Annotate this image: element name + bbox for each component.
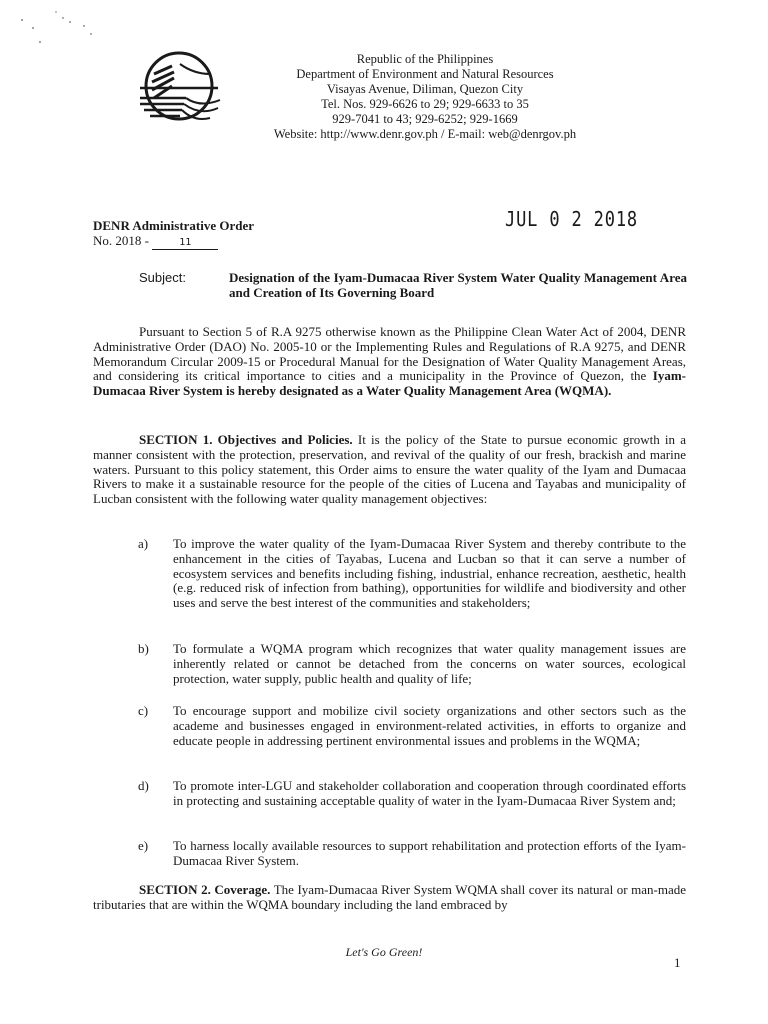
header-department: Department of Environment and Natural Resources	[296, 67, 554, 81]
list-item-text: To formulate a WQMA program which recognizes that water quality management issues are inherently related or cannot be detached from the concerns on water sources, ecological protection, water supply, public health and quality of life;	[173, 641, 686, 686]
date-stamp: JUL 0 2 2018	[505, 207, 639, 231]
order-number-block	[93, 218, 254, 250]
subject-label: Subject:	[139, 270, 186, 285]
section-2-text: The Iyam-Dumacaa River System WQMA shall cover its natural or man-made tributaries that are within the WQMA boundary including the land embraced by	[93, 882, 687, 912]
denr-logo-icon	[134, 44, 224, 134]
list-item-letter: e)	[138, 838, 149, 853]
section-1-heading: SECTION 1. Objectives and Policies.	[139, 432, 353, 447]
header-website: Website: http://www.denr.gov.ph / E-mail: web@denrgov.ph	[273, 127, 577, 141]
intro-paragraph	[93, 325, 686, 399]
order-number	[93, 233, 254, 250]
header-tel-1: Tel. Nos. 929-6626 to 29; 929-6633 to 35	[321, 97, 529, 111]
section-1-text: It is the policy of the State to pursue economic growth in a manner consistent with the protection, preservation, and revival of the quality of our fresh, brackish and marine waters. Pursuant to this policy statement, this Order aims to ensure the water quality of the Iyam and Dumacaa Rivers to make it a sustainable resource for the people of the cities of Lucena and Tayabas and municipality of Lucban consistent with the following water quality management objectives:	[93, 432, 686, 507]
list-item-letter: a)	[138, 536, 149, 551]
intro-designation: Iyam-Dumacaa River System is hereby designated as a Water Quality Management Area (WQMA).	[93, 368, 686, 399]
header-republic: Republic of the Philippines	[356, 52, 494, 66]
list-item-text: To harness locally available resources to support rehabilitation and protection efforts of the Iyam-Dumacaa River System.	[173, 838, 686, 868]
order-number-prefix: No. 2018 -	[93, 233, 149, 248]
section-2-heading: SECTION 2. Coverage.	[139, 882, 271, 897]
section-1-paragraph	[93, 433, 686, 507]
list-item-letter: b)	[138, 641, 149, 656]
intro-text: Pursuant to Section 5 of R.A 9275 otherwise known as the Philippine Clean Water Act of 2004, DENR Administrative Order (DAO) No. 2005-10 or the Implementing Rules and Regulations of R.A 9275, and DENR Memorandum Circular 2009-15 or Procedural Manual for the Designation of Water Quality Management Areas, and considering its critical importance to cities and a municipality in the Province of Quezon, the	[93, 324, 686, 384]
list-item-text: To promote inter-LGU and stakeholder collaboration and cooperation through coordinated efforts in protecting and sustaining acceptable quality of water in the Iyam-Dumacaa River System and;	[173, 778, 686, 808]
list-item-letter: c)	[138, 703, 149, 718]
section-2-paragraph	[93, 883, 686, 913]
order-title: DENR Administrative Order	[93, 218, 255, 233]
list-item-text: To encourage support and mobilize civil society organizations and other sectors such as the academe and businesses engaged in environment-related activities, in efforts to organize and educate people in addressing pertinent environmental issues and problems in the WQMA;	[173, 703, 686, 748]
letterhead	[230, 52, 620, 142]
subject-text: Designation of the Iyam-Dumacaa River System Water Quality Management Area and Creation of Its Governing Board	[229, 270, 687, 300]
list-item-text: To improve the water quality of the Iyam-Dumacaa River System and thereby contribute to the enhancement in the cities of Tayabas, Lucena and Lucban so that it can serve a number of ecosystem services and benefits including fishing, industrial, enhance recreation, aesthetic, health (e.g. reduced risk of infection from bathing), opportunities for wildlife and biodiversity and other uses and serve the best interest of the communities and stakeholders;	[173, 536, 686, 611]
list-item-letter: d)	[138, 778, 149, 793]
order-number-value: 11	[152, 237, 218, 250]
page-number: 1	[674, 955, 681, 970]
header-tel-2: 929-7041 to 43; 929-6252; 929-1669	[332, 112, 518, 126]
scan-specks	[0, 0, 110, 60]
footer-slogan: Let's Go Green!	[345, 945, 423, 959]
header-address: Visayas Avenue, Diliman, Quezon City	[326, 82, 524, 96]
